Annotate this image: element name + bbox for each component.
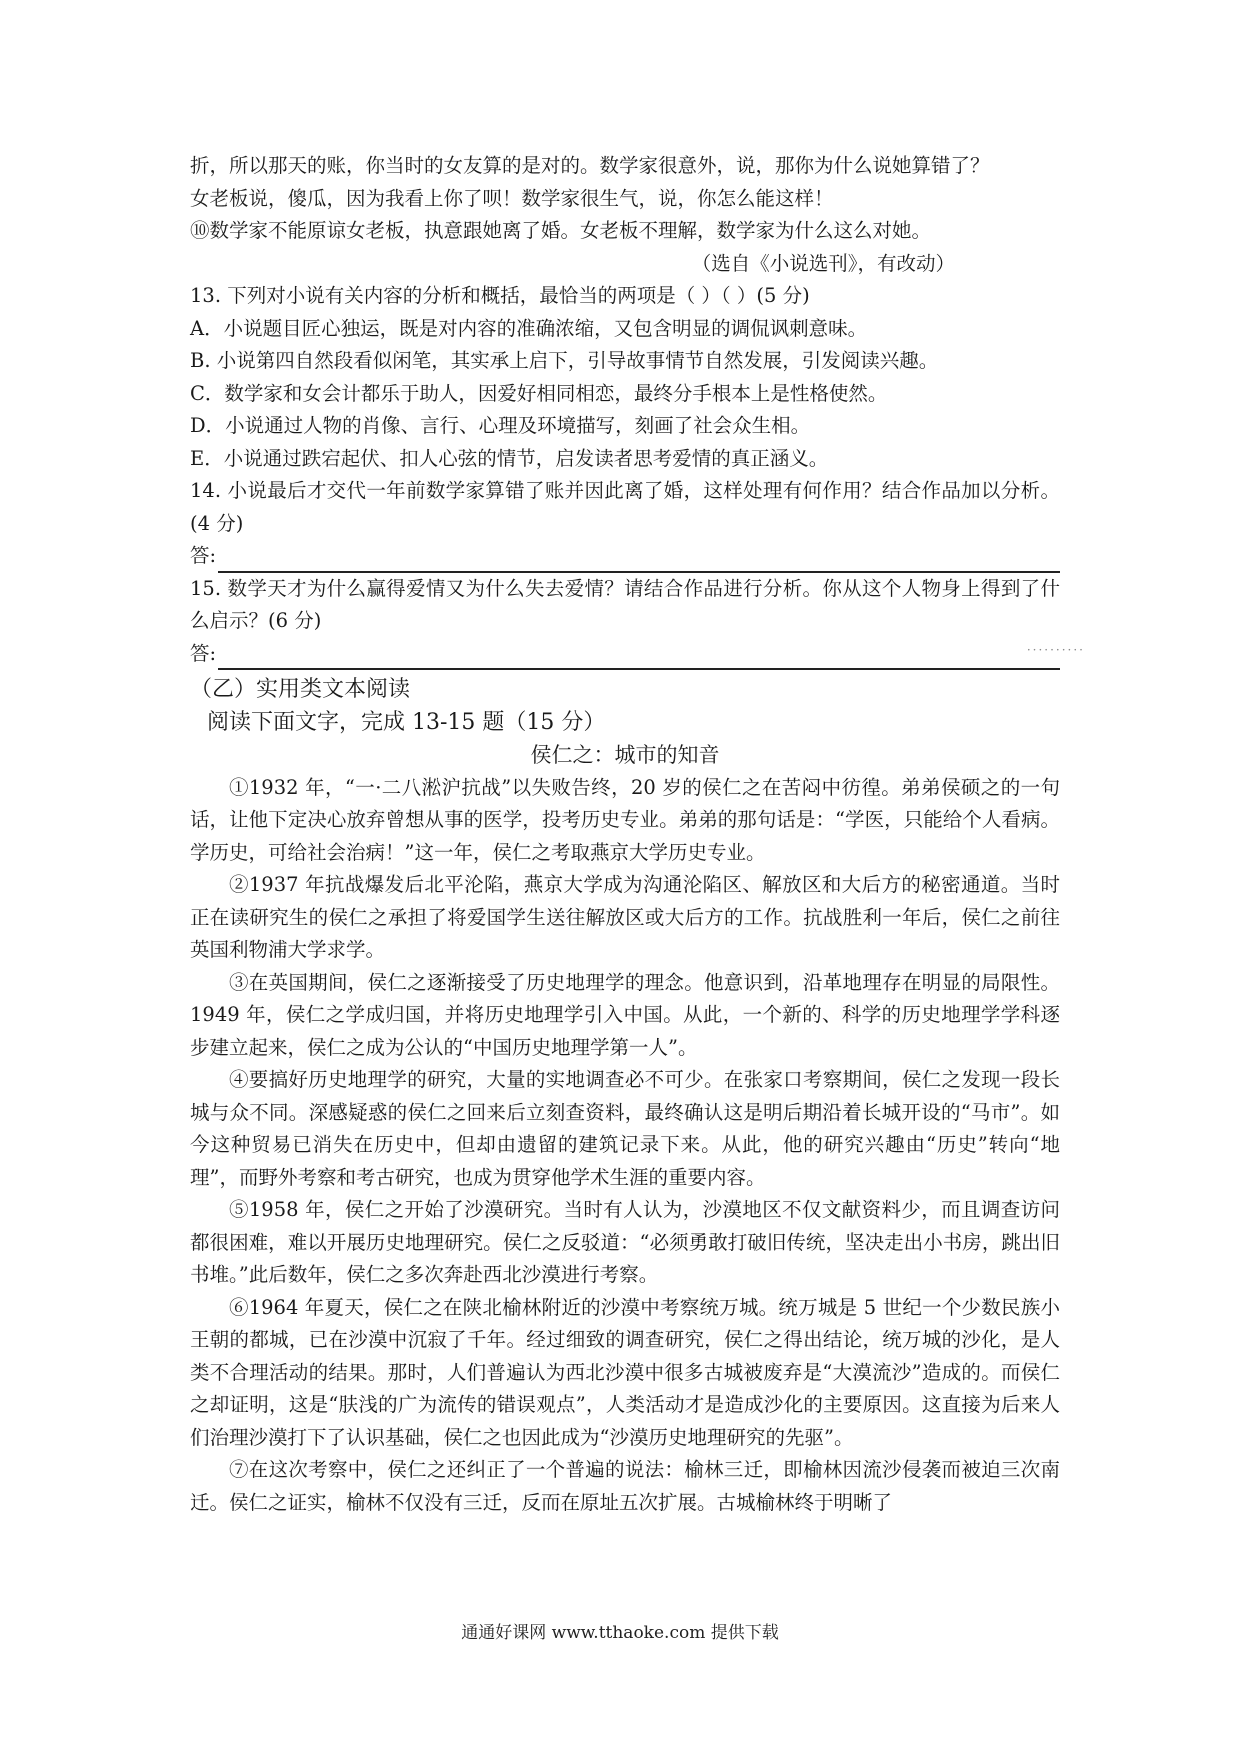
exam-page — [190, 150, 1085, 1519]
dotted-marks: ·········· — [1026, 642, 1085, 657]
answer-label: 答: — [190, 544, 217, 567]
article-paragraph: ③在英国期间，侯仁之逐渐接受了历史地理学的理念。他意识到，沿革地理存在明显的局限性。1949 年，侯仁之学成归国，并将历史地理学引入中国。从此，一个新的、科学的历史地理学学科逐步建立起来，侯仁之成为公认的“中国历史地理学第一人”。 — [190, 970, 1060, 1059]
answer-line-14[interactable] — [190, 540, 1060, 573]
option-d: D．小说通过人物的肖像、言行、心理及环境描写，刻画了社会众生相。 — [190, 414, 811, 437]
article-paragraph: ⑦在这次考察中，侯仁之还纠正了一个普遍的说法：榆林三迁，即榆林因流沙侵袭而被迫三次南迁。侯仁之证实，榆林不仅没有三迁，反而在原址五次扩展。古城榆林终于明晰了 — [190, 1458, 1060, 1514]
source-citation: （选自《小说选刊》，有改动） — [691, 251, 955, 275]
option-b: B. 小说第四自然段看似闲笔，其实承上启下，引导故事情节自然发展，引发阅读兴趣。 — [190, 349, 939, 372]
answer-line-15[interactable] — [190, 638, 1085, 671]
option-c: C．数学家和女会计都乐于助人，因爱好相同相恋，最终分手根本上是性格使然。 — [190, 381, 888, 405]
option-e: E．小说通过跌宕起伏、扣人心弦的情节，启发读者思考爱情的真正涵义。 — [190, 446, 829, 470]
story-line: 折，所以那天的账，你当时的女友算的是对的。数学家很意外，说，那你为什么说她算错了？ — [190, 154, 990, 177]
question-13-stem: 13. 下列对小说有关内容的分析和概括，最恰当的两项是（ ）（ ）(5 分) — [190, 284, 810, 307]
article-paragraph: ⑤1958 年，侯仁之开始了沙漠研究。当时有人认为，沙漠地区不仅文献资料少，而且调查访问都很困难，难以开展历史地理研究。侯仁之反驳道：“必须勇敢打破旧传统，坚决走出小书房，跳出旧书堆。”此后数年，侯仁之多次奔赴西北沙漠进行考察。 — [190, 1198, 1060, 1286]
article-paragraph: ①1932 年，“一·二八淞沪抗战”以失败告终，20 岁的侯仁之在苦闷中彷徨。弟弟侯硕之的一句话，让他下定决心放弃曾想从事的医学，投考历史专业。弟弟的那句话是：“学医，只能给个人看病。学历史，可给社会治病！”这一年，侯仁之考取燕京大学历史专业。 — [190, 775, 1060, 864]
answer-rule — [218, 646, 1060, 670]
option-a: A．小说题目匠心独运，既是对内容的准确浓缩，又包含明显的调侃讽刺意味。 — [190, 316, 868, 340]
story-line: ⑩数学家不能原谅女老板，执意跟她离了婚。女老板不理解，数学家为什么这么对她。 — [190, 219, 932, 242]
answer-rule — [218, 549, 1060, 573]
article-paragraph: ⑥1964 年夏天，侯仁之在陕北榆林附近的沙漠中考察统万城。统万城是 5 世纪一个少数民族小王朝的都城，已在沙漠中沉寂了千年。经过细致的调查研究，侯仁之得出结论，统万城的沙化，是人类不合理活动的结果。那时，人们普遍认为西北沙漠中很多古城被废弃是“大漠流沙”造成的。而侯仁之却证明，这是“肤浅的广为流传的错误观点”，人类活动才是造成沙化的主要原因。这直接为后来人们治理沙漠打下了认识基础，侯仁之也因此成为“沙漠历史地理研究的先驱”。 — [190, 1295, 1060, 1449]
article-title: 侯仁之：城市的知音 — [530, 743, 720, 767]
section-instruction: 阅读下面文字，完成 13-15 题（15 分） — [207, 709, 606, 735]
section-title: （乙）实用类文本阅读 — [190, 677, 411, 702]
story-line: 女老板说，傻瓜，因为我看上你了呗！数学家很生气，说，你怎么能这样！ — [190, 186, 834, 210]
article-paragraph: ②1937 年抗战爆发后北平沦陷，燕京大学成为沟通沦陷区、解放区和大后方的秘密通道。当时正在读研究生的侯仁之承担了将爱国学生送往解放区或大后方的工作。抗战胜利一年后，侯仁之前往英国利物浦大学求学。 — [190, 873, 1060, 961]
question-14-stem: 14. 小说最后才交代一年前数学家算错了账并因此离了婚，这样处理有何作用？结合作品加以分析。(4 分) — [190, 479, 1060, 535]
article-paragraph: ④要搞好历史地理学的研究，大量的实地调查必不可少。在张家口考察期间，侯仁之发现一段长城与众不同。深感疑惑的侯仁之回来后立刻查资料，最终确认这是明后期沿着长城开设的“马市”。如今这种贸易已消失在历史中，但却由遗留的建筑记录下来。从此，他的研究兴趣由“历史”转向“地理”，而野外考察和考古研究，也成为贯穿他学术生涯的重要内容。 — [190, 1068, 1060, 1189]
question-15-stem: 15. 数学天才为什么赢得爱情又为什么失去爱情？请结合作品进行分析。你从这个人物身上得到了什么启示？(6 分) — [190, 576, 1060, 632]
page-footer: 通通好课网 www.tthaoke.com 提供下载 — [461, 1623, 779, 1643]
answer-label: 答: — [190, 641, 217, 665]
